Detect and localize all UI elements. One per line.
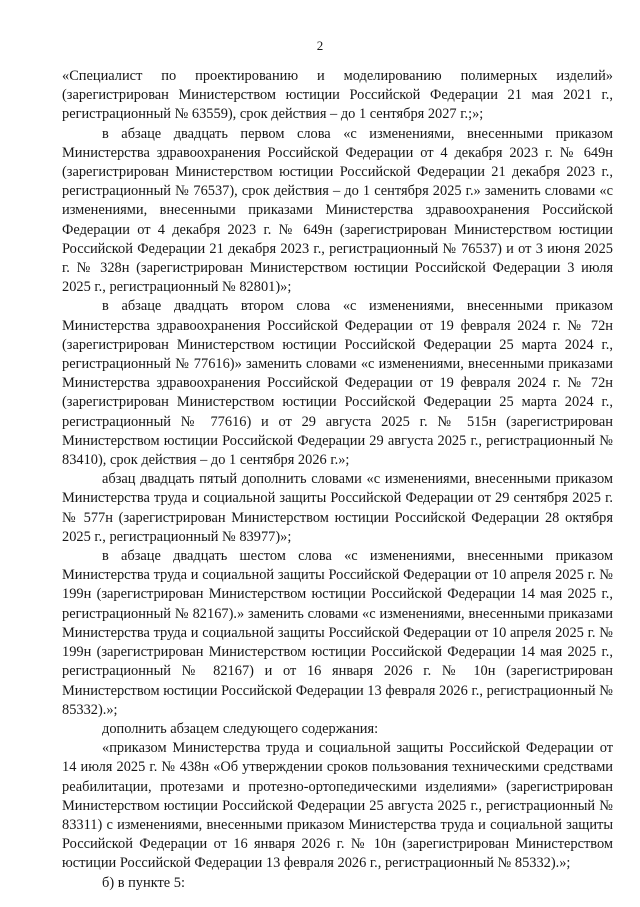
paragraph-item-b: б) в пункте 5:: [102, 874, 185, 891]
page-number: 2: [316, 38, 324, 53]
paragraph-clause-22: в абзаце двадцать втором слова «с изменениями, внесенными приказом Министерства здравоохранения Российской Федерации от 19 февраля 2024 г. № 72н (зарегистрирован Министерством юстиции Российской Федерации 25 марта 2024 г., регистрационный № 77616)» заменить словами «с изменениями, внесенными приказами Министерства здравоохранения Российской Федерации от 19 февраля 2024 г. № 72н (зарегистрирован Министерством юстиции Российской Федерации 25 марта 2024 г., регистрационный № 77616) и от 29 августа 2025 г. № 515н (зарегистрирован Министерством юстиции Российской Федерации 29 августа 2025 г., регистрационный № 83410), срок действия – до 1 сентября 2026 г.»;: [62, 298, 613, 469]
paragraph-add-clause-intro: дополнить абзацем следующего содержания:: [102, 720, 379, 737]
document-body: [62, 67, 613, 893]
paragraph-clause-26: в абзаце двадцать шестом слова «с изменениями, внесенными приказом Министерства труда и социальной защиты Российской Федерации от 10 апреля 2025 г. № 199н (зарегистрирован Министерством юстиции Российской Федерации 14 мая 2025 г., регистрационный № 82167).» заменить словами «с изменениями, внесенными приказами Министерства труда и социальной защиты Российской Федерации от 10 апреля 2025 г. № 199н (зарегистрирован Министерством юстиции Российской Федерации 14 мая 2025 г., регистрационный № 82167) и от 16 января 2026 г. № 10н (зарегистрирован Министерством юстиции Российской Федерации 13 февраля 2026 г., регистрационный № 85332).»;: [62, 548, 613, 718]
paragraph-specialist-continuation: «Специалист по проектированию и моделированию полимерных изделий» (зарегистрирован Министерством юстиции Российской Федерации 21 мая 2021 г., регистрационный № 63559), срок действия – до 1 сентября 2027 г.;»;: [62, 68, 613, 123]
paragraph-clause-21: в абзаце двадцать первом слова «с изменениями, внесенными приказом Министерства здравоохранения Российской Федерации от 4 декабря 2023 г. № 649н (зарегистрирован Министерством юстиции Российской Федерации 21 декабря 2023 г., регистрационный № 76537), срок действия – до 1 сентября 2025 г.» заменить словами «с изменениями, внесенными приказами Министерства здравоохранения Российской Федерации от 4 декабря 2023 г. № 649н (зарегистрирован Министерством юстиции Российской Федерации 21 декабря 2023 г., регистрационный № 76537) и от 3 июня 2025 г. № 328н (зарегистрирован Министерством юстиции Российской Федерации 3 июля 2025 г., регистрационный № 82801)»;: [62, 125, 613, 296]
paragraph-clause-25: абзац двадцать пятый дополнить словами «с изменениями, внесенными приказом Министерства труда и социальной защиты Российской Федерации от 29 сентября 2025 г. № 577н (зарегистрирован Министерством юстиции Российской Федерации 28 октября 2025 г., регистрационный № 83977)»;: [62, 471, 613, 545]
paragraph-new-clause: «приказом Министерства труда и социальной защиты Российской Федерации от 14 июля 2025 г. № 438н «Об утверждении сроков пользования техническими средствами реабилитации, протезами и протезно-ортопедическими изделиями» (зарегистрирован Министерством юстиции Российской Федерации 25 августа 2025 г., регистрационный № 83311) с изменениями, внесенными приказом Министерства труда и социальной защиты Российской Федерации от 16 января 2026 г. № 10н (зарегистрирован Министерством юстиции Российской Федерации 13 февраля 2026 г., регистрационный № 85332).»;: [62, 740, 613, 872]
